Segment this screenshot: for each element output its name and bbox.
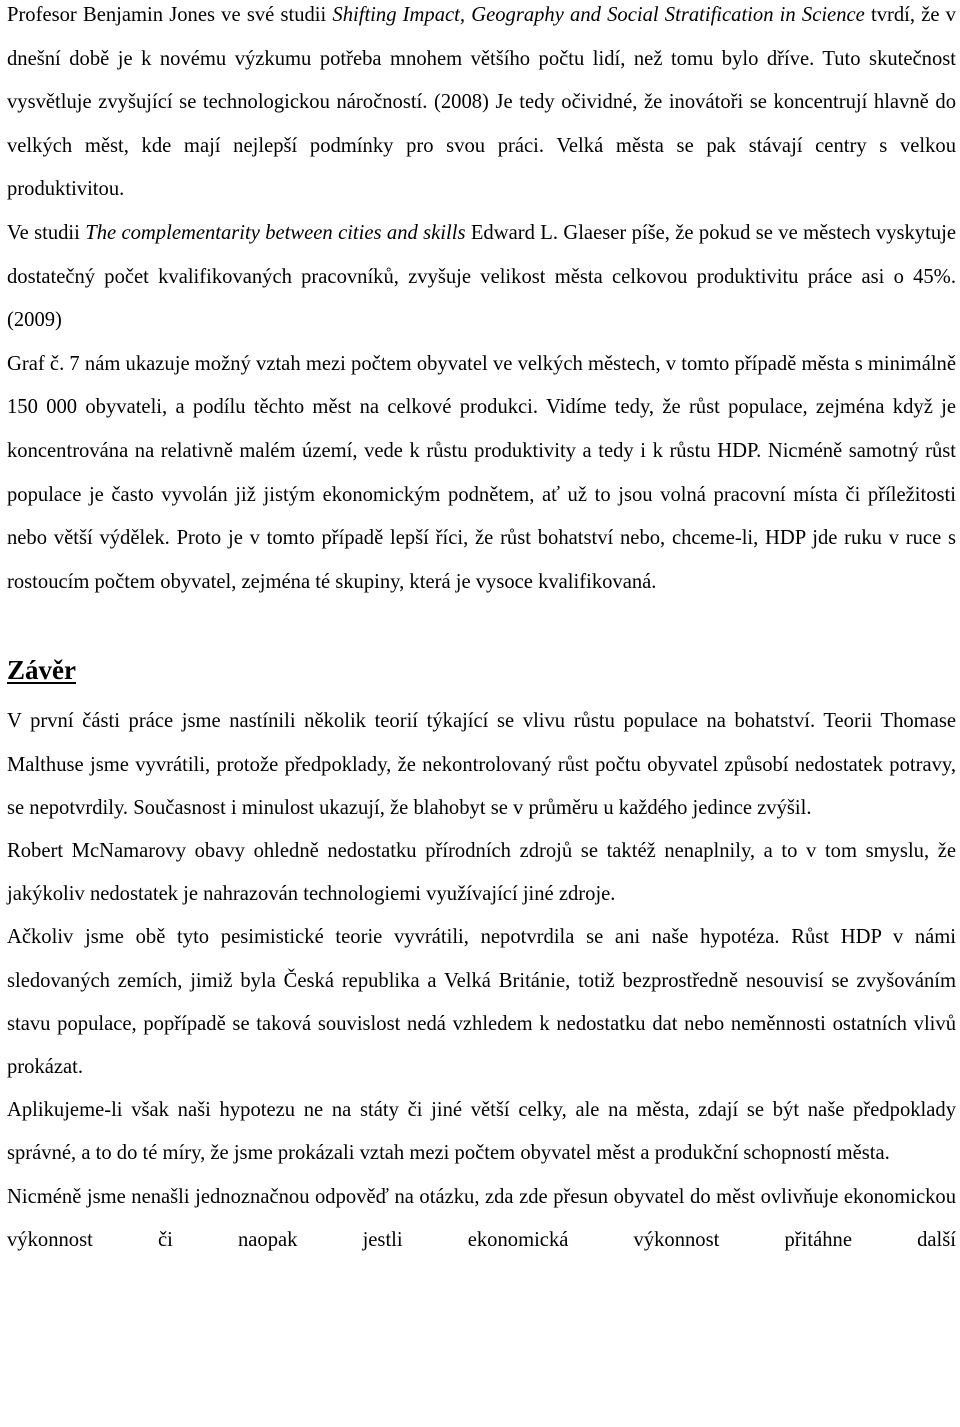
intro-paragraph-glaeser: [7, 212, 956, 343]
conclusion-paragraph: Nicméně jsme nenašli jednoznačnou odpověď na otázku, zda zde přesun obyvatel do měst ovlivňuje ekonomickou výkonnost či naopak jestli ekonomická výkonnost přitáhne další: [7, 1185, 956, 1251]
intro-text-segment: tvrdí, že v dnešní době je k novému výzkumu potřeba mnohem většího počtu lidí, než tomu bylo dříve. Tuto skutečnost vysvětluje zvyšující se technologickou náročností. (2008) Je tedy očividné, že inovátoři se koncentrují hlavně do velkých měst, kde mají nejlepší podmínky pro svou práci. Velká města se pak stávají centry s velkou produktivitou.: [7, 4, 956, 201]
conclusion-paragraph: Ačkoliv jsme obě tyto pesimistické teorie vyvrátili, nepotvrdila se ani naše hypotéza. Růst HDP v námi sledovaných zemích, jimiž byla Česká republika a Velká Británie, totiž bezprostředně nesouvisí se zvyšováním stavu populace, popřípadě se taková souvislost nedá vzhledem k nedostatku dat nebo neměnnosti ostatních vlivů prokázat.: [7, 926, 956, 1078]
document-page: [7, 0, 956, 1262]
intro-paragraph-jones: [7, 0, 956, 212]
intro-text-segment: Edward L. Glaeser píše, že pokud se ve městech vyskytuje dostatečný počet kvalifikovaných pracovníků, zvyšuje velikost města celkovou produktivitu práce asi o 45%. (2009): [7, 221, 956, 332]
conclusion-paragraph: Aplikujeme-li však naši hypotezu ne na státy či jiné větší celky, ale na města, zdají se být naše předpoklady správné, a to do té míry, že jsme prokázali vztah mezi počtem obyvatel měst a produkční schopností města.: [7, 1099, 956, 1165]
study-title-glaeser: The complementarity between cities and skills: [85, 221, 466, 244]
study-title-jones: Shifting Impact, Geography and Social Stratification in Science: [332, 4, 865, 26]
conclusion-paragraph: V první části práce jsme nastínili několik teorií týkající se vlivu růstu populace na bohatství. Teorii Thomase Malthuse jsme vyvrátili, protože předpoklady, že nekontrolovaný růst počtu obyvatel způsobí nedostatek potravy, se nepotvrdily. Současnost i minulost ukazují, že blahobyt se v průměru u každého jedince zvýšil.: [7, 710, 956, 819]
intro-paragraph-graph: Graf č. 7 nám ukazuje možný vztah mezi počtem obyvatel ve velkých městech, v tomto případě města s minimálně 150 000 obyvateli, a podílu těchto měst na celkové produkci. Vidíme tedy, že růst populace, zejména když je koncentrována na relativně malém území, vede k růstu produktivity a tedy i k růstu HDP. Nicméně samotný růst populace je často vyvolán již jistým ekonomickým podnětem, ať už to jsou volná pracovní místa či příležitosti nebo větší výdělek. Proto je v tomto případě lepší říci, že růst bohatství nebo, chceme-li, HDP jde ruku v ruce s rostoucím počtem obyvatel, zejména té skupiny, která je vysoce kvalifikovaná.: [7, 352, 956, 593]
section-heading-conclusion: Závěr: [7, 655, 76, 686]
conclusion-paragraph: Robert McNamarovy obavy ohledně nedostatku přírodních zdrojů se taktéž nenaplnily, a to v tom smyslu, že jakýkoliv nedostatek je nahrazován technologiemi využívající jiné zdroje.: [7, 839, 956, 906]
intro-text-segment: Ve studii: [7, 221, 86, 244]
intro-text-segment: Profesor Benjamin Jones ve své studii: [7, 4, 333, 26]
